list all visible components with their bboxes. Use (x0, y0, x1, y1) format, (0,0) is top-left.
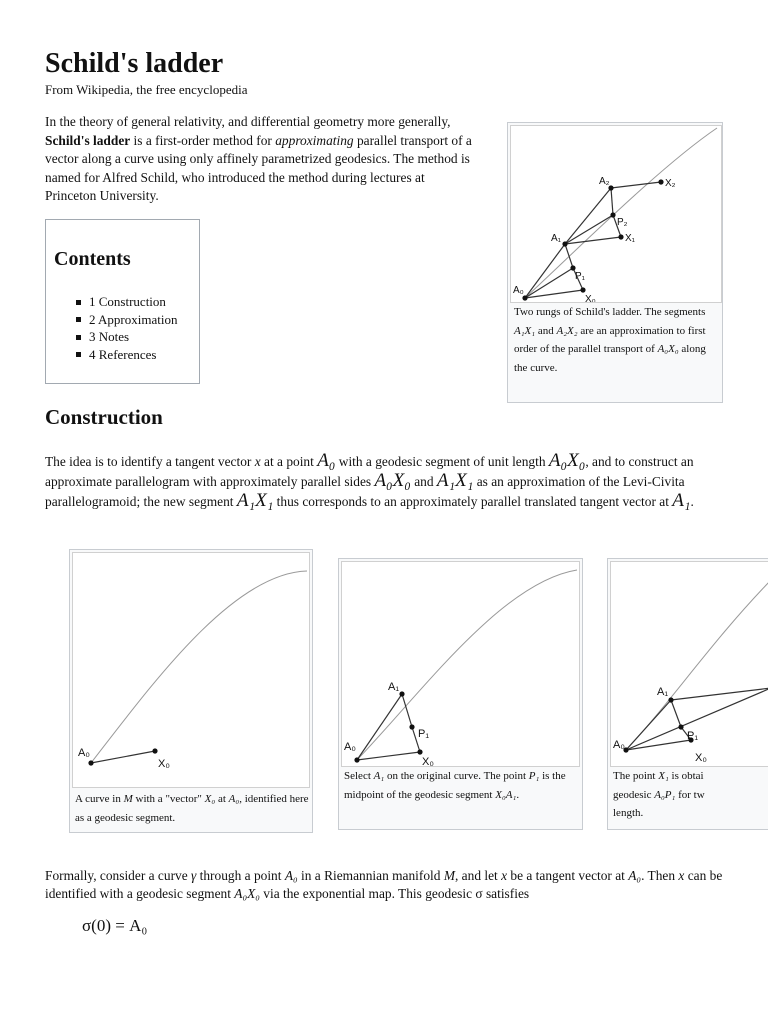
figure-image[interactable] (510, 125, 722, 303)
label-p2: P₂ (617, 217, 628, 228)
label-x0: X₀ (695, 752, 707, 764)
toc-item-references[interactable]: 4 References (76, 346, 177, 364)
figure-step-1 (69, 549, 313, 833)
figure-step-2-image[interactable] (341, 561, 580, 767)
label-a1: A₁ (551, 233, 562, 244)
label-a1: A₁ (388, 681, 400, 693)
figure-schilds-ladder (507, 122, 723, 403)
formal-paragraph: Formally, consider a curve γ through a point A₀ in a Riemannian manifold M, and let x be a tangent vector at A₀. Then x can be identified with a geodesic segment A₀X₀ via the exponential map. This geodesic σ satisfies (45, 868, 723, 901)
label-a0: A₀ (344, 741, 356, 753)
figure-main-caption: Two rungs of Schild's ladder. The segments A₁X₁ and A₂X₂ are an approximation to first order of the parallel transport of A₀X₀ along the curve. (514, 306, 706, 374)
label-a0: A₀ (613, 739, 625, 751)
construction-paragraph: The idea is to identify a tangent vector x at a point A₀ with a geodesic segment of unit length A₀X₀, and to construct an approximate parallelogram with approximately parallel sides A₀X₀ and A₁X₁ as an approximation of the Levi-Civita parallelogramoid; the new segment A₁X₁ thus corresponds to an approximately parallel translated tangent vector at A₁. (45, 450, 694, 511)
label-x1: X₁ (625, 233, 636, 244)
figure-step-2-caption: Select A₁ on the original curve. The point P₁ is the midpoint of the geodesic segment X₀A₁. (344, 770, 566, 801)
intro-paragraph: In the theory of general relativity, and differential geometry more generally, Schild's ladder is a first-order method for approximating parallel transport of a vector along a curve using only affinely parametrized geodesics. The method is named for Alfred Schild, who introduced the method during lectures at Princeton University. (45, 114, 472, 203)
figure-step-3 (607, 558, 768, 830)
page-subtitle: From Wikipedia, the free encyclopedia (45, 82, 248, 97)
table-of-contents (45, 219, 200, 384)
label-p1: P₁ (575, 271, 586, 282)
ladder-diagram (511, 126, 721, 302)
section-heading-construction: Construction (45, 405, 163, 429)
label-x2: X₂ (665, 178, 676, 189)
label-x0: X₀ (585, 294, 596, 302)
step-1-diagram (73, 553, 309, 787)
page-title: Schild's ladder (45, 48, 224, 79)
label-p1: P₁ (687, 730, 699, 742)
step-3-diagram (611, 562, 768, 766)
toc-item-notes[interactable]: 3 Notes (76, 328, 177, 346)
equation-sigma-0: σ(0) = A₀ (82, 916, 148, 935)
figure-step-3-image[interactable] (610, 561, 768, 767)
label-x0: X₀ (158, 758, 170, 770)
label-a1: A₁ (657, 686, 669, 698)
toc-title: Contents (54, 248, 131, 270)
toc-list (76, 293, 177, 363)
label-a0: A₀ (78, 747, 90, 759)
label-p1: P₁ (418, 728, 430, 740)
figure-step-1-image[interactable] (72, 552, 310, 788)
label-x0: X₀ (422, 756, 434, 766)
figure-step-2 (338, 558, 583, 830)
figure-step-1-caption: A curve in M with a "vector" X₀ at A₀, identified here as a geodesic segment. (75, 793, 309, 824)
term-schilds-ladder: Schild's ladder (45, 132, 131, 148)
toc-item-approximation[interactable]: 2 Approximation (76, 311, 177, 329)
step-2-diagram (342, 562, 579, 766)
toc-item-construction[interactable]: 1 Construction (76, 293, 177, 311)
label-a0: A₀ (513, 285, 524, 296)
label-a2: A₂ (599, 176, 610, 187)
figure-step-3-caption: The point X₁ is obtai geodesic A₀P₁ for tw length. (613, 770, 705, 819)
